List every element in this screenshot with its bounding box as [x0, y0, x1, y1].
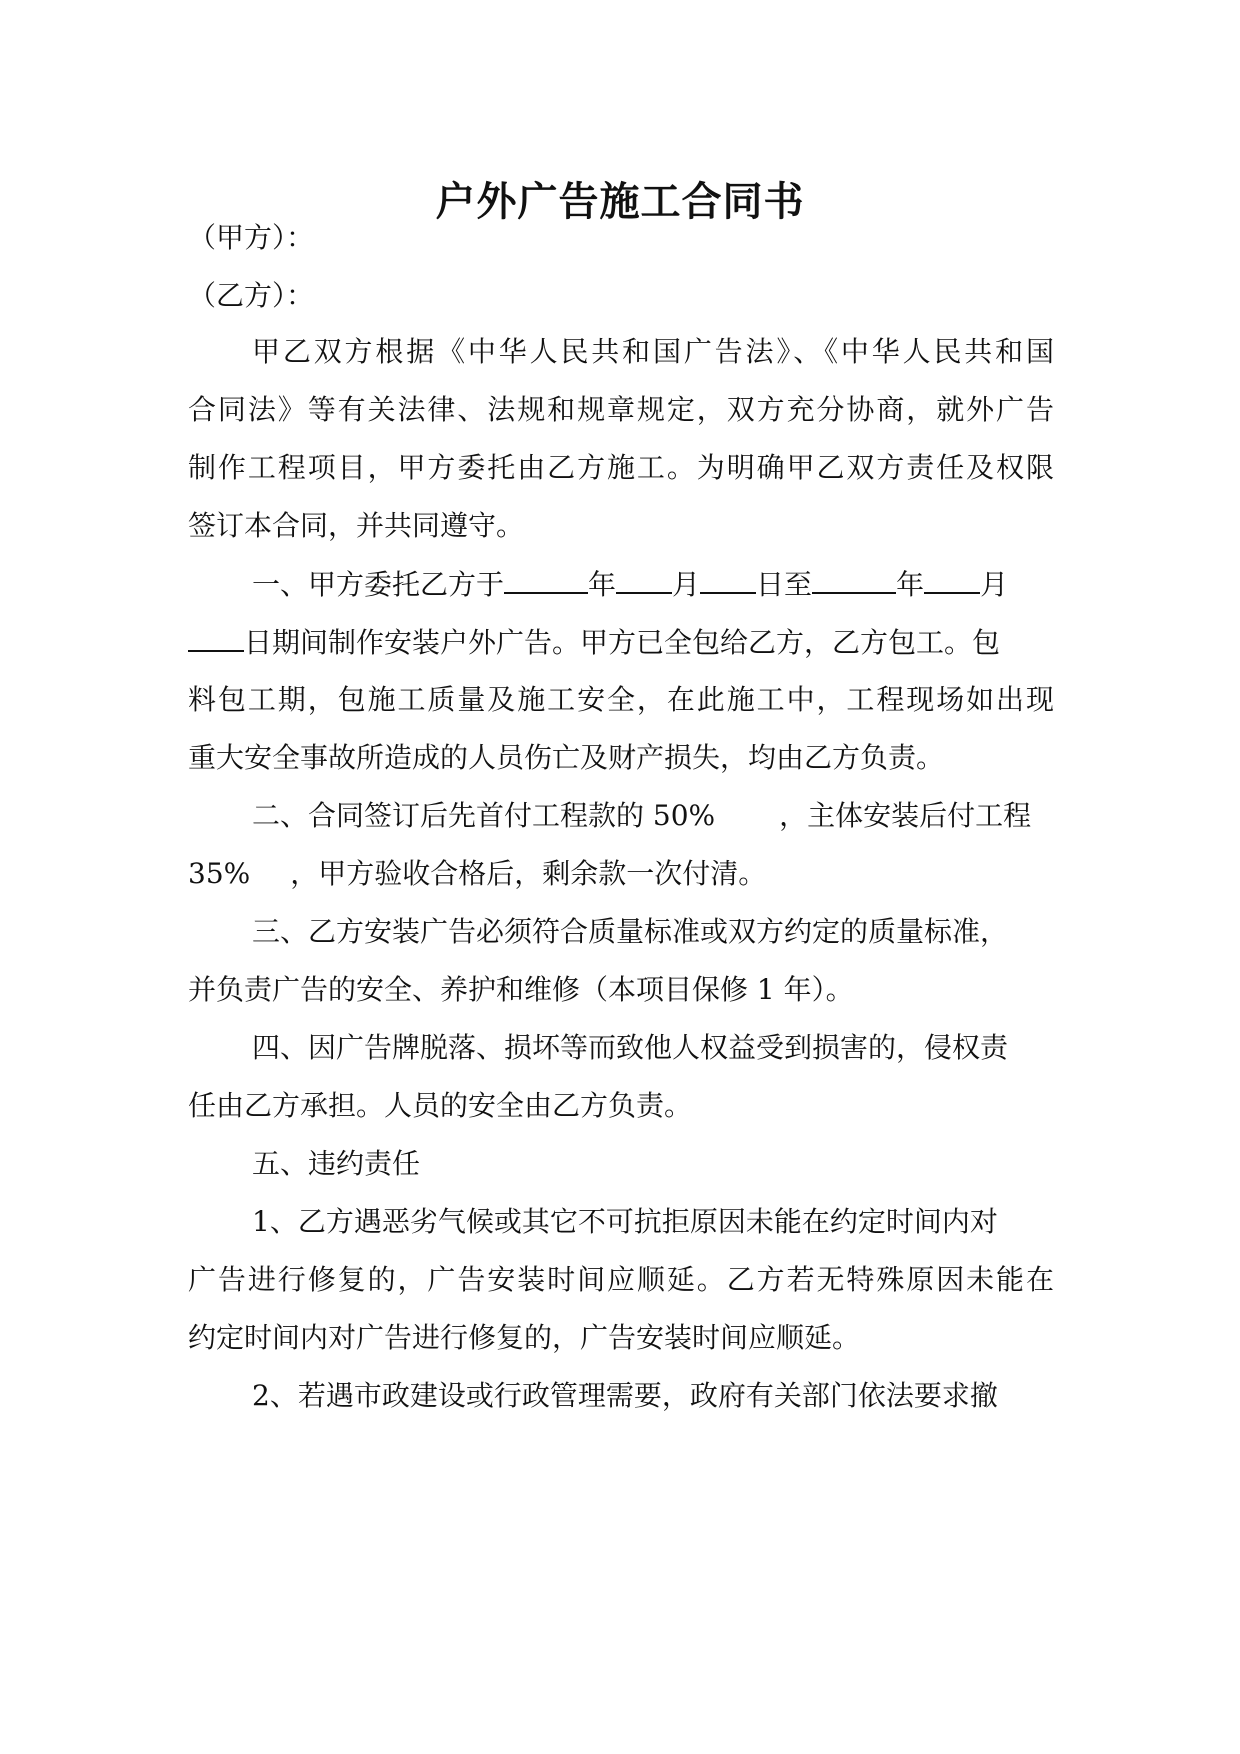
clause-1-text: 日期间制作安装户外广告。甲方已全包给乙方，乙方包工。包 [244, 626, 1001, 659]
clause-1-line-1 [252, 564, 1054, 605]
clause-5-heading: 五、违约责任 [252, 1147, 421, 1180]
start-month-blank[interactable] [616, 564, 672, 594]
clause-1-line-2 [188, 622, 1054, 663]
item-1-line: 1、乙方遇恶劣气候或其它不可抗拒原因未能在约定时间内对 [252, 1205, 998, 1238]
item-1-line: 约定时间内对广告进行修复的，广告安装时间应顺延。 [188, 1321, 861, 1354]
clause-1-line-4: 重大安全事故所造成的人员伤亡及财产损失，均由乙方负责。 [188, 741, 945, 774]
clause-1-prefix: 一、甲方委托乙方于 [252, 568, 505, 601]
year-label: 年 [588, 568, 617, 601]
month-label: 月 [672, 568, 701, 601]
item-1-line: 广告进行修复的，广告安装时间应顺延。乙方若无特殊原因未能在 [188, 1263, 1054, 1296]
party-b-label: （乙方）： [188, 279, 315, 312]
start-year-blank[interactable] [504, 564, 588, 594]
intro-line: 合同法》等有关法律、法规和规章规定，双方充分协商，就外广告 [188, 393, 1054, 426]
end-day-blank[interactable] [188, 622, 244, 652]
clause-3-line: 三、乙方安装广告必须符合质量标准或双方约定的质量标准， [252, 915, 1009, 948]
month-label: 月 [980, 568, 1009, 601]
year-label: 年 [896, 568, 925, 601]
intro-line: 甲乙双方根据《中华人民共和国广告法》、《中华人民共和国 [252, 335, 1054, 368]
clause-1-line-3: 料包工期，包施工质量及施工安全，在此施工中，工程现场如出现 [188, 683, 1054, 716]
intro-line: 签订本合同，并共同遵守。 [188, 509, 525, 542]
start-day-blank[interactable] [700, 564, 756, 594]
end-month-blank[interactable] [924, 564, 980, 594]
clause-2-second-payment: ，主体安装后付工程 [779, 799, 1032, 832]
party-a-label: （甲方）： [188, 221, 315, 254]
clause-2-balance: ，甲方验收合格后，剩余款一次付清。 [290, 857, 767, 890]
clause-3-line: 并负责广告的安全、养护和维修（本项目保修 1 年）。 [188, 973, 854, 1006]
clause-4-line: 任由乙方承担。人员的安全由乙方负责。 [188, 1089, 693, 1122]
item-2-line: 2、若遇市政建设或行政管理需要，政府有关部门依法要求撤 [252, 1379, 998, 1412]
clause-2-line-1 [252, 796, 1054, 836]
end-year-blank[interactable] [812, 564, 896, 594]
clause-4-line: 四、因广告牌脱落、损坏等而致他人权益受到损害的，侵权责 [252, 1031, 1009, 1064]
clause-2-line-2 [188, 854, 1054, 894]
intro-line: 制作工程项目，甲方委托由乙方施工。为明确甲乙双方责任及权限 [188, 451, 1054, 484]
document-title: 户外广告施工合同书 [435, 179, 805, 225]
clause-2-first-payment: 二、合同签订后先首付工程款的 50% [252, 799, 716, 832]
day-to-label: 日至 [756, 568, 813, 601]
clause-2-percent: 35% [188, 857, 251, 890]
